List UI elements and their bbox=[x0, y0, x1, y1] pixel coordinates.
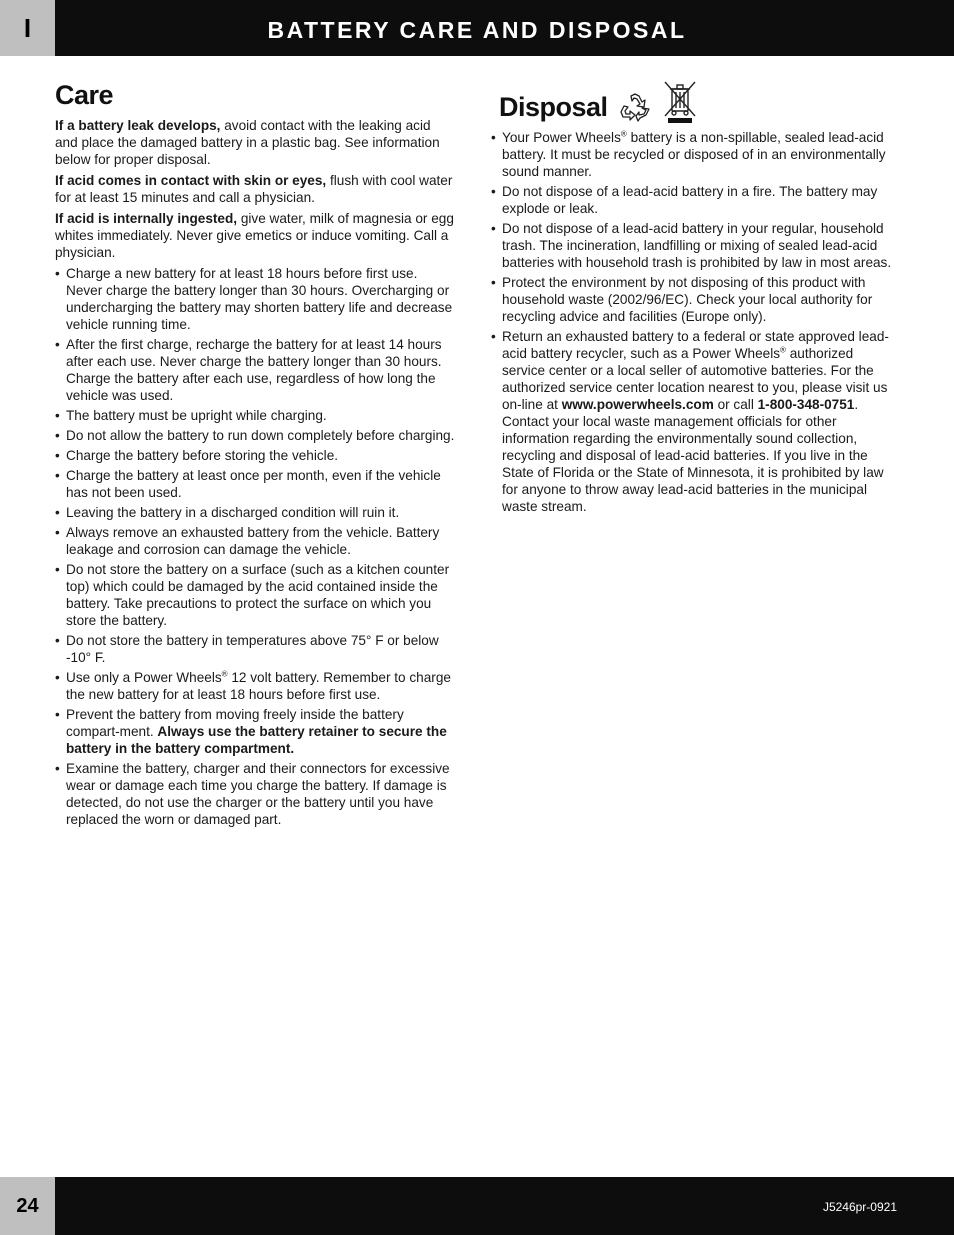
crossed-out-bin-icon bbox=[662, 80, 698, 124]
care-column bbox=[55, 78, 455, 831]
list-item: • Examine the battery, charger and their connectors for excessive wear or damage each time you charge the battery. If damage is detected, do not use the charger or the battery until you have replaced the worn or damaged part. bbox=[55, 761, 450, 827]
list-item: • Do not dispose of a lead-acid battery in a fire. The battery may explode or leak. bbox=[491, 184, 878, 216]
document-code: J5246pr-0921 bbox=[822, 1200, 897, 1214]
list-item: • Do not store the battery in temperatures above 75° F or below -10° F. bbox=[55, 633, 439, 665]
care-para-ingested: If acid is internally ingested, give water, milk of magnesia or egg whites immediately. Never give emetics or induce vomiting. Call a physician. bbox=[55, 211, 454, 260]
list-item: • Do not allow the battery to run down completely before charging. bbox=[55, 428, 455, 443]
list-item: • Your Power Wheels® battery is a non-spillable, sealed lead-acid battery. It must be recycled or disposed of in an environmentally sound manner. bbox=[491, 129, 886, 179]
list-item: • Prevent the battery from moving freely inside the battery compart-ment. Always use the battery retainer to secure the battery in the battery compartment. bbox=[55, 707, 447, 756]
disposal-heading: Disposal bbox=[499, 92, 608, 122]
list-item: • Do not store the battery on a surface (such as a kitchen counter top) which could be damaged by the acid contained inside the battery. Take precautions to protect the surface on which you store the battery. bbox=[55, 562, 450, 628]
list-item: • Return an exhausted battery to a federal or state approved lead-acid battery recycler, such as a Power Wheels® authorized service center or a local seller of automotive batteries. For the authorized service center location nearest to you, please visit us on-line at www.powerwheels.com or call 1-800-348-0751. Contact your local waste management officials for other information regarding the environmentally sound collection, recycling and disposal of lead-acid batteries. If you live in the State of Florida or the State of Minnesota, it is prohibited by law for anyone to throw away lead-acid batteries in the municipal waste stream. bbox=[491, 329, 889, 514]
list-item: • Charge a new battery for at least 18 hours before first use. Never charge the battery longer than 30 hours. Overcharging or undercharging the battery may shorten battery life and decrease vehicle running time. bbox=[55, 266, 453, 332]
care-para-leak: If a battery leak develops, avoid contact with the leaking acid and place the damaged battery in a plastic bag. See information below for proper disposal. bbox=[55, 118, 440, 167]
page-number: 24 bbox=[0, 1177, 55, 1235]
header-bar bbox=[0, 0, 954, 56]
list-item: • Leaving the battery in a discharged condition will ruin it. bbox=[55, 505, 400, 520]
list-item: • Always remove an exhausted battery from the vehicle. Battery leakage and corrosion can damage the vehicle. bbox=[55, 525, 440, 557]
care-bullet-list bbox=[55, 265, 455, 828]
phone-number: 1-800-348-0751 bbox=[757, 397, 855, 412]
footer-bar bbox=[0, 1177, 954, 1235]
list-item: • Use only a Power Wheels® 12 volt battery. Remember to charge the new battery for at least 18 hours before first use. bbox=[55, 669, 451, 702]
disposal-column bbox=[489, 80, 899, 518]
disposal-title-row bbox=[499, 80, 899, 124]
list-item: • The battery must be upright while charging. bbox=[55, 408, 327, 423]
list-item: • After the first charge, recharge the battery for at least 14 hours after each use. Never charge the battery longer than 30 hours. Charge the battery after each use, regardless of how long the vehicle was used. bbox=[55, 337, 442, 403]
care-heading: Care bbox=[55, 80, 114, 110]
list-item: • Do not dispose of a lead-acid battery in your regular, household trash. The incineration, landfilling or mixing of sealed lead-acid batteries with household trash is prohibited by law in most areas. bbox=[491, 221, 892, 270]
page-title: BATTERY CARE AND DISPOSAL bbox=[267, 17, 687, 43]
recycle-icon bbox=[618, 92, 652, 124]
website-link[interactable]: www.powerwheels.com bbox=[561, 397, 714, 412]
care-para-skin: If acid comes in contact with skin or eyes, flush with cool water for at least 15 minutes and call a physician. bbox=[55, 173, 453, 205]
section-tab: I bbox=[0, 0, 55, 56]
list-item: • Charge the battery at least once per month, even if the vehicle has not been used. bbox=[55, 468, 441, 500]
list-item: • Charge the battery before storing the vehicle. bbox=[55, 448, 339, 463]
list-item: • Protect the environment by not disposing of this product with household waste (2002/96/EC). Check your local authority for recycling advice and facilities (Europe only). bbox=[491, 275, 873, 324]
disposal-bullet-list bbox=[491, 129, 899, 515]
